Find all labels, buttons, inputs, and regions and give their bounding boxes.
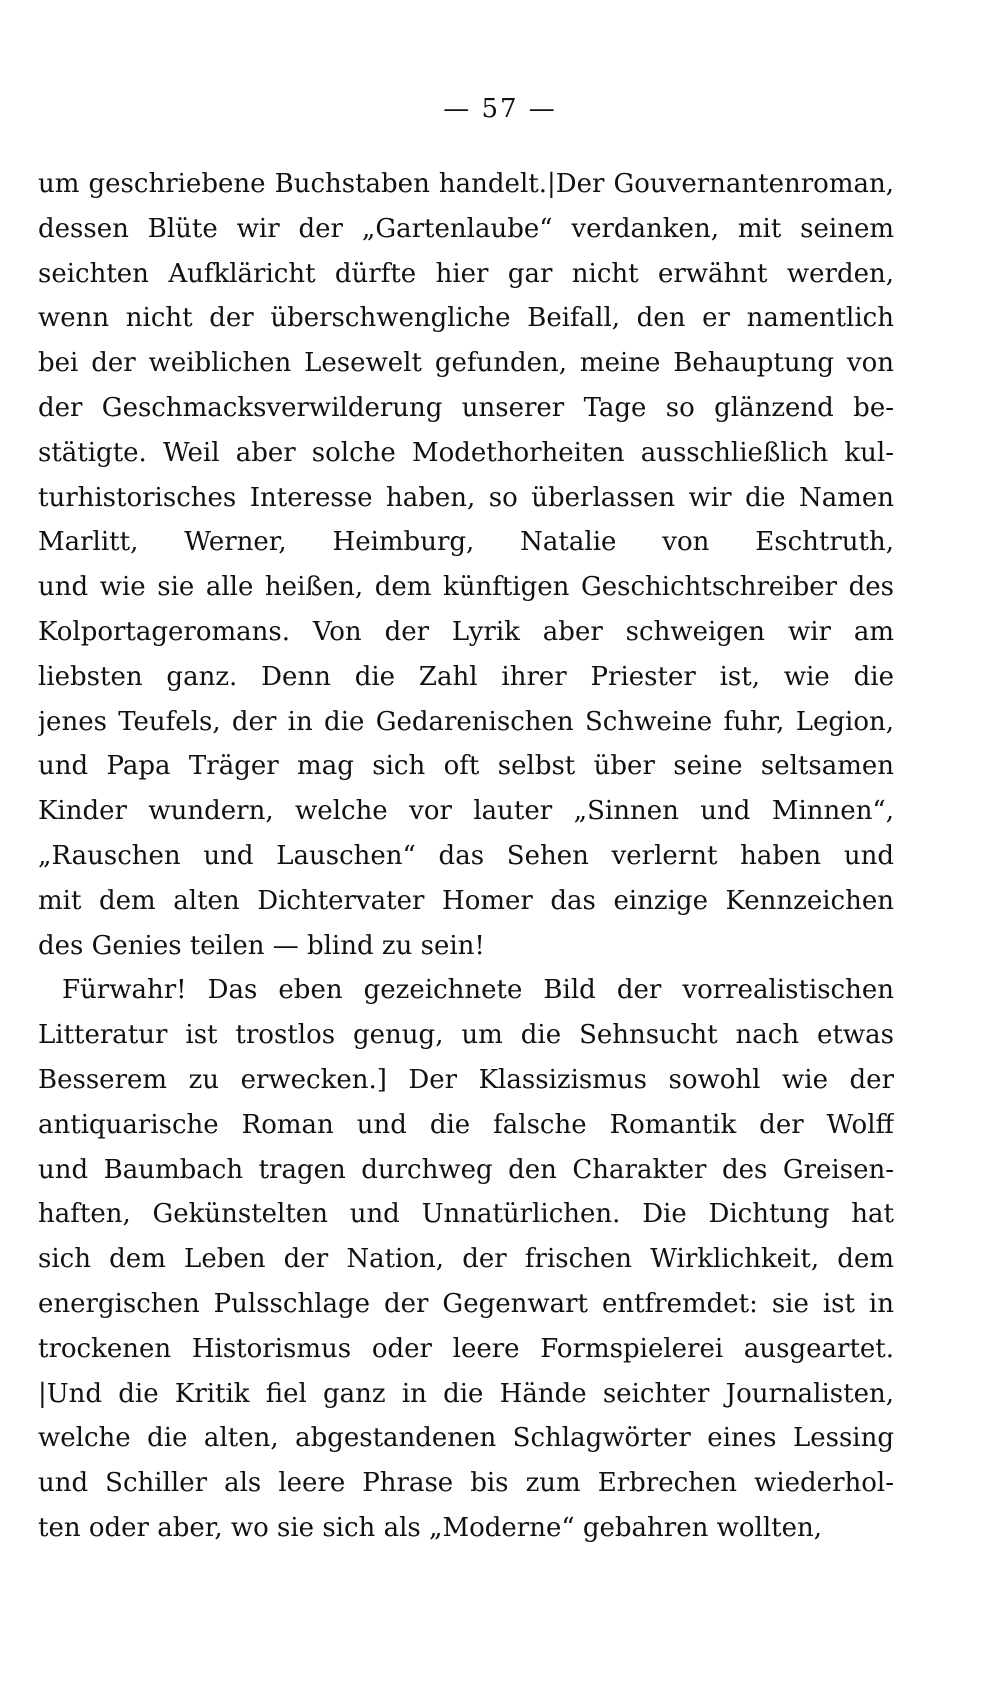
text-line: stätigte. Weil aber solche Modethorheiten ausschließlich kul- <box>38 437 894 468</box>
page-number: — 57 — <box>443 94 557 124</box>
text-line: um geschriebene Buchstaben handelt.|Der Gouvernantenroman, <box>38 169 894 199</box>
text-line: und wie sie alle heißen, dem künftigen Geschichtschreiber des <box>38 572 894 603</box>
text-line: und Baumbach tragen durchweg den Charakter des Greisen- <box>38 1154 894 1185</box>
text-line: dessen Blüte wir der „Gartenlaube“ verdanken, mit seinem <box>38 213 894 244</box>
text-line: antiquarische Roman und die falsche Romantik der Wolff <box>38 1109 894 1140</box>
text-line: des Genies teilen — blind zu sein! <box>38 930 485 961</box>
paragraph <box>38 968 894 1550</box>
text-line: Besserem zu erwecken.] Der Klassizismus sowohl wie der <box>38 1064 894 1095</box>
text-line: wenn nicht der überschwengliche Beifall, den er namentlich <box>38 303 894 334</box>
text-line: |Und die Kritik fiel ganz in die Hände seichter Journalisten, <box>38 1378 894 1409</box>
text-line: Marlitt, Werner, Heimburg, Natalie von Eschtruth, <box>38 527 894 558</box>
text-line: „Rauschen und Lauschen“ das Sehen verlernt haben und <box>38 840 894 871</box>
text-line: mit dem alten Dichtervater Homer das einzige Kennzeichen <box>38 885 894 916</box>
text-line: bei der weiblichen Lesewelt gefunden, meine Behauptung von <box>38 348 894 379</box>
text-line: Kolportageromans. Von der Lyrik aber schweigen wir am <box>38 616 894 647</box>
text-line: Kinder wundern, welche vor lauter „Sinnen und Minnen“, <box>38 796 894 827</box>
text-line: ten oder aber, wo sie sich als „Moderne“ gebahren wollten, <box>38 1512 823 1543</box>
text-line: sich dem Leben der Nation, der frischen Wirklichkeit, dem <box>38 1244 894 1275</box>
text-line: energischen Pulsschlage der Gegenwart entfremdet: sie ist in <box>38 1288 894 1319</box>
text-line: turhistorisches Interesse haben, so überlassen wir die Namen <box>38 482 894 513</box>
text-line: und Papa Träger mag sich oft selbst über seine seltsamen <box>38 751 894 782</box>
text-line: Fürwahr! Das eben gezeichnete Bild der vorrealistischen <box>62 975 894 1006</box>
text-line: Litteratur ist trostlos genug, um die Sehnsucht nach etwas <box>38 1020 894 1051</box>
text-line: seichten Aufkläricht dürfte hier gar nicht erwähnt werden, <box>38 258 894 289</box>
text-line: trockenen Historismus oder leere Formspielerei ausgeartet. <box>38 1333 894 1364</box>
text-line: haften, Gekünstelten und Unnatürlichen. Die Dichtung hat <box>38 1199 894 1230</box>
body-text <box>38 162 894 1551</box>
paragraph <box>38 162 894 968</box>
text-line: und Schiller als leere Phrase bis zum Erbrechen wiederhol- <box>38 1468 894 1499</box>
text-line: welche die alten, abgestandenen Schlagwörter eines Lessing <box>38 1423 894 1454</box>
text-line: jenes Teufels, der in die Gedarenischen Schweine fuhr, Legion, <box>38 706 894 737</box>
text-line: der Geschmacksverwilderung unserer Tage so glänzend be- <box>38 392 894 423</box>
text-line: liebsten ganz. Denn die Zahl ihrer Priester ist, wie die <box>38 661 894 692</box>
